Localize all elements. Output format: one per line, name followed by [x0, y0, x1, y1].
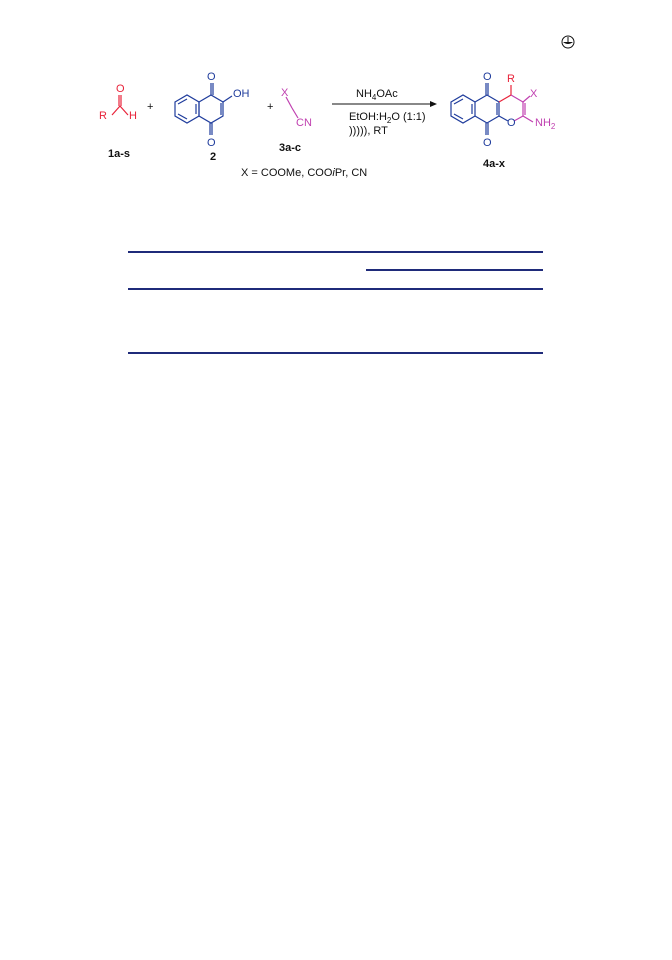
nitrile-structure — [286, 97, 298, 118]
product-label: 4a-x — [483, 158, 506, 170]
naphthoquinone-structure — [175, 83, 232, 135]
reaction-scheme — [0, 0, 672, 200]
aldehyde-O: O — [116, 83, 125, 95]
product-R: R — [507, 73, 515, 85]
nitrile-label: 3a-c — [279, 142, 302, 154]
table-top-rule — [128, 251, 543, 253]
nitrile-X: X — [281, 87, 289, 99]
aldehyde-R: R — [99, 110, 107, 122]
table-header-rule — [128, 288, 543, 290]
product-O-bottom: O — [483, 137, 492, 149]
quinone-O-bottom: O — [207, 137, 216, 149]
plus-sign-1: + — [147, 101, 154, 113]
quinone-OH: OH — [233, 88, 250, 100]
quinone-O-top: O — [207, 71, 216, 83]
product-NH2: $NH_2$ — [535, 117, 556, 131]
naphthoquinone-label: 2 — [210, 151, 217, 163]
table-group-rule — [366, 269, 543, 271]
aldehyde-structure — [112, 95, 128, 115]
plus-sign-2: + — [267, 101, 274, 113]
aldehyde-H: H — [129, 110, 137, 122]
product-X: X — [530, 88, 538, 100]
product-structure — [451, 83, 533, 135]
condition-reagent: $NH_4OAc$ — [356, 88, 398, 102]
condition-energy: ))))), RT — [349, 125, 388, 137]
table-bottom-rule — [128, 352, 543, 354]
aldehyde-label: 1a-s — [108, 148, 131, 160]
product-ring-O: O — [507, 117, 516, 129]
product-O-top: O — [483, 71, 492, 83]
nitrile-CN: CN — [296, 117, 312, 129]
x-definition: X = COOMe, COOiPr, CN — [241, 167, 368, 179]
condition-solvent: $EtOH:H_2O$ (1:1) — [349, 111, 426, 125]
